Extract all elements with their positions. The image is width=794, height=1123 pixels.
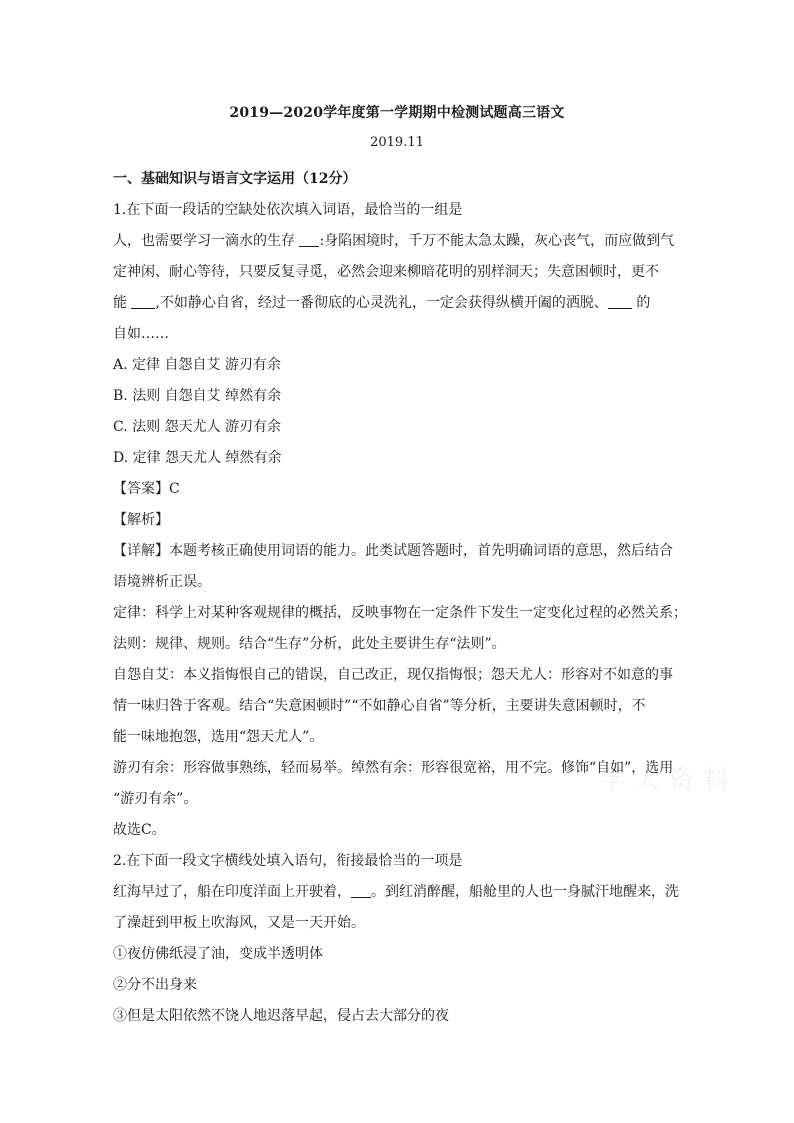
text-segment: 的 — [631, 295, 651, 311]
text-segment: :身陷困境时，千万不能太急太躁，灰心丧气，而应做到气 — [319, 233, 675, 249]
question-1-passage-line — [113, 226, 683, 257]
fill-blank — [351, 882, 371, 898]
detail-line: “游刃有余”。 — [113, 791, 198, 807]
detail-line: 语境辨析正误。 — [113, 574, 211, 590]
section-heading: 一、基础知识与语言文字运用（12分） — [113, 171, 357, 187]
detail-line: 定律：科学上对某种客观规律的概括，反映事物在一定条件下发生一定变化过程的必然关系； — [113, 605, 687, 621]
question-2-stem: 2.在下面一段文字横线处填入语句，衔接最恰当的一项是 — [113, 853, 463, 869]
detail-line: 法则：规律、规则。结合“生存”分析，此处主要讲生存“法则”。 — [113, 636, 506, 652]
detail-line: 故选C。 — [113, 822, 166, 838]
detail-line: 自怨自艾：本义指悔恨自己的错误，自己改正，现仅指悔恨；怨天尤人：形容对不如意的事 — [113, 667, 673, 683]
option-b: B. 法则 自怨自艾 绰然有余 — [113, 388, 282, 404]
text-segment: ,不如静心自省，经过一番彻底的心灵洗礼，一定会获得纵横开阖的洒脱、 — [155, 295, 608, 311]
sentence-item: ①夜仿佛纸浸了油，变成半透明体 — [113, 946, 323, 962]
option-a: A. 定律 自怨自艾 游刃有余 — [113, 357, 281, 373]
detail-line: 游刃有余：形容做事熟练，轻而易举。绰然有余：形容很宽裕，用不完。修饰“自如”，选用 — [113, 760, 674, 776]
fill-blank — [608, 293, 632, 309]
sentence-item: ③但是太阳依然不饶人地迟落早起，侵占去大部分的夜 — [113, 1008, 449, 1024]
analysis-label: 【解析】 — [113, 512, 169, 528]
fill-blank — [299, 231, 319, 247]
document-date: 2019.11 — [370, 135, 424, 150]
detail-line: 【详解】本题考核正确使用词语的能力。此类试题答题时，首先明确词语的意思，然后结合 — [113, 543, 673, 559]
question-2-passage-line — [113, 877, 683, 908]
option-c: C. 法则 怨天尤人 游刃有余 — [113, 419, 282, 435]
document-title: 2019—2020学年度第一学期期中检测试题高三语文 — [229, 105, 565, 121]
question-1-passage-line: 自如…… — [113, 326, 169, 342]
question-1-passage-line — [113, 288, 683, 319]
detail-line: 情一味归咎于客观。结合“失意困顿时”“不如静心自省”等分析，主要讲失意困顿时，不 — [113, 698, 646, 714]
document-body — [113, 164, 687, 1032]
question-2-passage-line: 了澡赶到甲板上吹海风，又是一天开始。 — [113, 915, 365, 931]
sentence-item: ②分不出身来 — [113, 977, 197, 993]
watermark: 学 大 资 料 — [600, 766, 729, 796]
text-segment: 人，也需要学习一滴水的生存 — [113, 233, 300, 249]
detail-line: 能一味地抱怨，选用“怨天尤人”。 — [113, 729, 324, 745]
text-segment: 能 — [113, 295, 132, 311]
question-1-stem: 1.在下面一段话的空缺处依次填入词语，最恰当的一组是 — [113, 202, 463, 218]
option-d: D. 定律 怨天尤人 绰然有余 — [113, 450, 282, 466]
answer-label: 【答案】C — [113, 481, 180, 497]
text-segment: 红海早过了，船在印度洋面上开驶着， — [113, 884, 351, 900]
fill-blank — [131, 293, 155, 309]
question-1-passage-line: 定神闲、耐心等待，只要反复寻觅，必然会迎来柳暗花明的别样洞天；失意困顿时，更不 — [113, 264, 659, 280]
text-segment: 。到红消醉醒，船舱里的人也一身腻汗地醒来，洗 — [371, 884, 679, 900]
